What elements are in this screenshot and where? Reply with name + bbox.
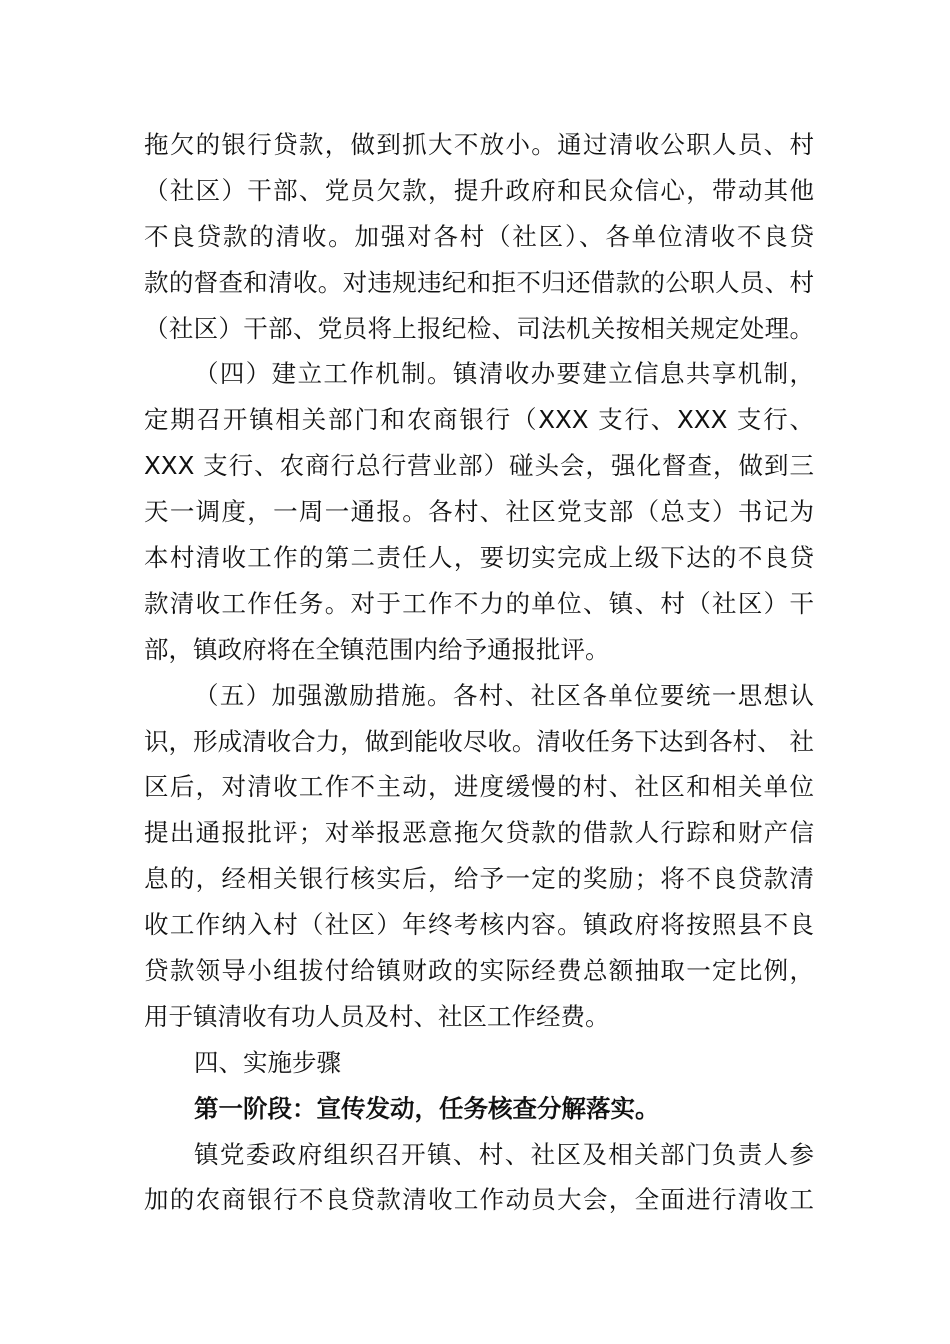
body-text-line: 提出通报批评；对举报恶意拖欠贷款的借款人行踪和财产信 xyxy=(144,818,814,848)
body-text-line: 本村清收工作的第二责任人，要切实完成上级下达的不良贷 xyxy=(144,543,814,573)
body-text-line: 款清收工作任务。对于工作不力的单位、镇、村（社区）干 xyxy=(144,588,814,618)
section-heading: 四、实施步骤 xyxy=(194,1047,341,1077)
body-text-line: 定期召开镇相关部门和农商银行（XXX 支行、XXX 支行、 xyxy=(144,405,814,435)
paragraph-first-line: （五）加强激励措施。各村、社区各单位要统一思想认 xyxy=(194,680,814,710)
body-text-line: 拖欠的银行贷款，做到抓大不放小。通过清收公职人员、村 xyxy=(144,130,814,159)
body-text-line: XXX 支行、农商行总行营业部）碰头会，强化督查，做到三 xyxy=(144,451,814,481)
body-text-line: 部，镇政府将在全镇范围内给予通报批评。 xyxy=(144,634,610,664)
paragraph-first-line: （四）建立工作机制。镇清收办要建立信息共享机制， xyxy=(194,359,814,389)
body-text-line: 识，形成清收合力，做到能收尽收。清收任务下达到各村、 社 xyxy=(144,726,814,756)
body-text-line: 用于镇清收有功人员及村、社区工作经费。 xyxy=(144,1001,610,1031)
body-text-line: 收工作纳入村（社区）年终考核内容。镇政府将按照县不良 xyxy=(144,910,814,940)
body-text-line: （社区）干部、党员将上报纪检、司法机关按相关规定处理。 xyxy=(144,313,814,343)
body-text-line: 加的农商银行不良贷款清收工作动员大会，全面进行清收工 xyxy=(144,1185,814,1215)
body-text-line: （社区）干部、党员欠款，提升政府和民众信心，带动其他 xyxy=(144,175,814,205)
paragraph-first-line: 镇党委政府组织召开镇、村、社区及相关部门负责人参 xyxy=(194,1139,814,1169)
body-text-line: 区后，对清收工作不主动，进度缓慢的村、社区和相关单位 xyxy=(144,772,814,802)
body-text-line: 天一调度，一周一通报。各村、社区党支部（总支）书记为 xyxy=(144,497,814,527)
document-body xyxy=(144,122,814,1223)
body-text-line: 贷款领导小组拔付给镇财政的实际经费总额抽取一定比例， xyxy=(144,956,814,986)
body-text-line: 息的，经相关银行核实后，给予一定的奖励；将不良贷款清 xyxy=(144,864,814,894)
section-subheading: 第一阶段：宣传发动，任务核查分解落实。 xyxy=(194,1093,660,1123)
body-text-line: 款的督查和清收。对违规违纪和拒不归还借款的公职人员、村 xyxy=(144,267,814,297)
body-text-line: 不良贷款的清收。加强对各村（社区）、各单位清收不良贷 xyxy=(144,221,814,251)
